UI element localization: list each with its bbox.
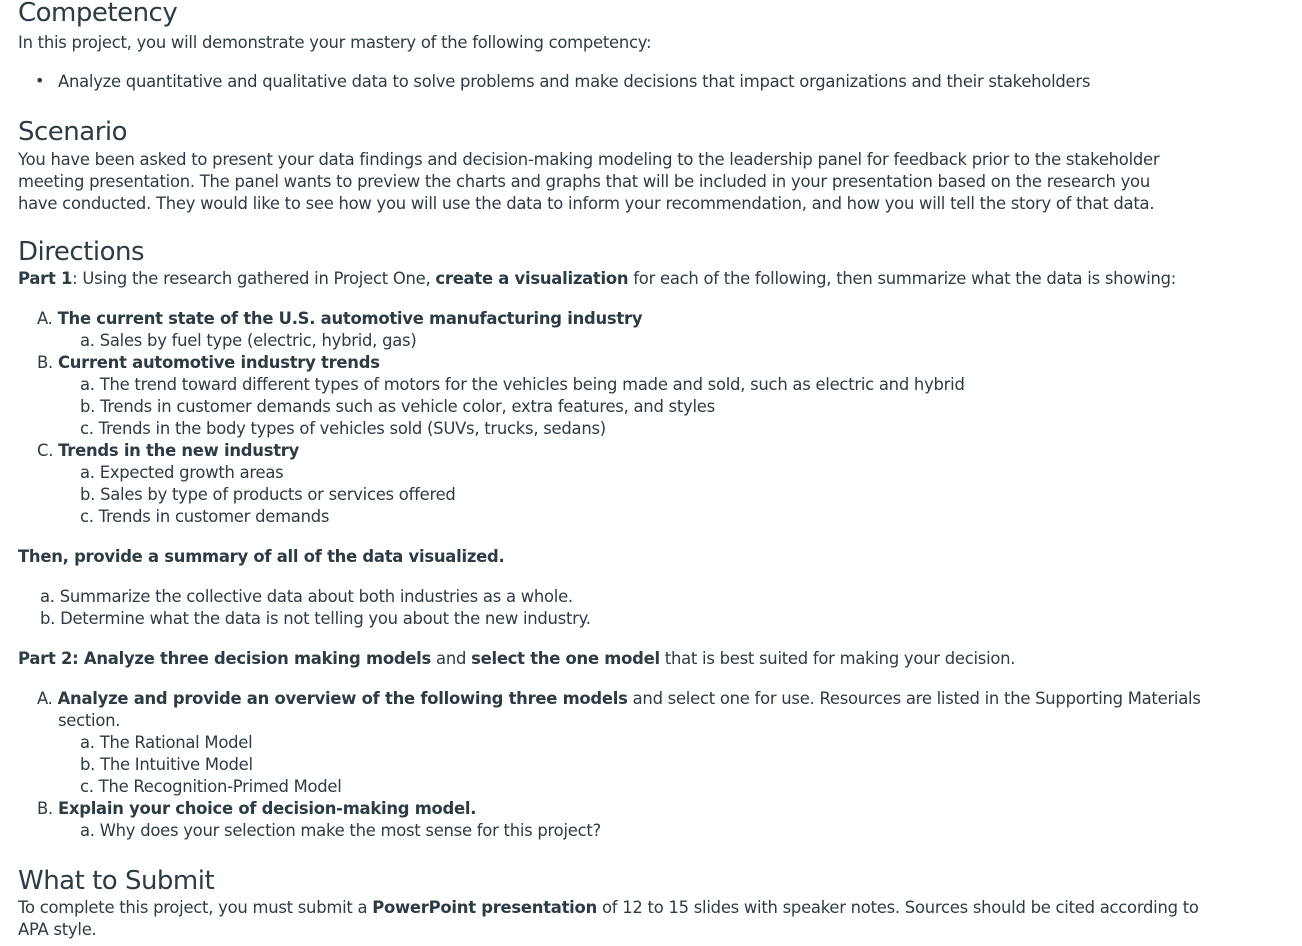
part2-item-A: A. Analyze and provide an overview of the following three models and select one for use. Resources are listed in the Supporting Materials [37, 689, 1201, 708]
summary-heading: Then, provide a summary of all of the data visualized. [18, 547, 505, 566]
part1-B-sub-a: a. The trend toward different types of motors for the vehicles being made and sold, such as electric and hybrid [80, 375, 965, 394]
part2-item-B: B. Explain your choice of decision-making model. [37, 799, 477, 818]
part1-C-sub-c: c. Trends in customer demands [80, 507, 330, 526]
part1-intro: Part 1: Using the research gathered in Project One, create a visualization for each of the following, then summarize what the data is showing: [18, 269, 1177, 288]
submit-text-line1: To complete this project, you must submit a PowerPoint presentation of 12 to 15 slides with speaker notes. Sources should be cited according to [18, 898, 1199, 917]
scenario-heading: Scenario [18, 117, 128, 147]
competency-heading: Competency [18, 0, 178, 28]
competency-intro: In this project, you will demonstrate your mastery of the following competency: [18, 33, 652, 52]
part2-B-sub-a: a. Why does your selection make the most sense for this project? [80, 821, 601, 840]
submit-heading: What to Submit [18, 866, 215, 896]
directions-heading: Directions [18, 237, 145, 267]
part1-C-sub-b: b. Sales by type of products or services offered [80, 485, 456, 504]
part1-B-sub-c: c. Trends in the body types of vehicles sold (SUVs, trucks, sedans) [80, 419, 606, 438]
part1-item-C: C. Trends in the new industry [37, 441, 300, 460]
part1-B-sub-b: b. Trends in customer demands such as vehicle color, extra features, and styles [80, 397, 715, 416]
part2-A-sub-b: b. The Intuitive Model [80, 755, 253, 774]
part1-A-sub-a: a. Sales by fuel type (electric, hybrid, gas) [80, 331, 417, 350]
submit-text-line2: APA style. [18, 920, 97, 939]
part2-A-sub-c: c. The Recognition-Primed Model [80, 777, 342, 796]
part2-item-A-cont: section. [58, 711, 121, 730]
scenario-text: You have been asked to present your data findings and decision-making modeling to the leadership panel for feedback prior to the stakeholder meeting presentation. The panel wants to preview the charts and graphs that will be included in your presentation based on the research you have conducted. They would like to see how you will use the data to inform your recommendation, and how you will tell the story of that data. [18, 150, 1160, 213]
part2-intro: Part 2: Analyze three decision making models and select the one model that is best suited for making your decision. [18, 649, 1016, 668]
part1-item-B: B. Current automotive industry trends [37, 353, 380, 372]
summary-item-a: a. Summarize the collective data about both industries as a whole. [40, 587, 573, 606]
part1-item-A: A. The current state of the U.S. automotive manufacturing industry [37, 309, 643, 328]
part1-C-sub-a: a. Expected growth areas [80, 463, 284, 482]
bullet-dot: • [35, 71, 45, 90]
competency-bullet: Analyze quantitative and qualitative data to solve problems and make decisions that impact organizations and their stakeholders [58, 72, 1091, 91]
part2-A-sub-a: a. The Rational Model [80, 733, 253, 752]
summary-item-b: b. Determine what the data is not telling you about the new industry. [40, 609, 591, 628]
